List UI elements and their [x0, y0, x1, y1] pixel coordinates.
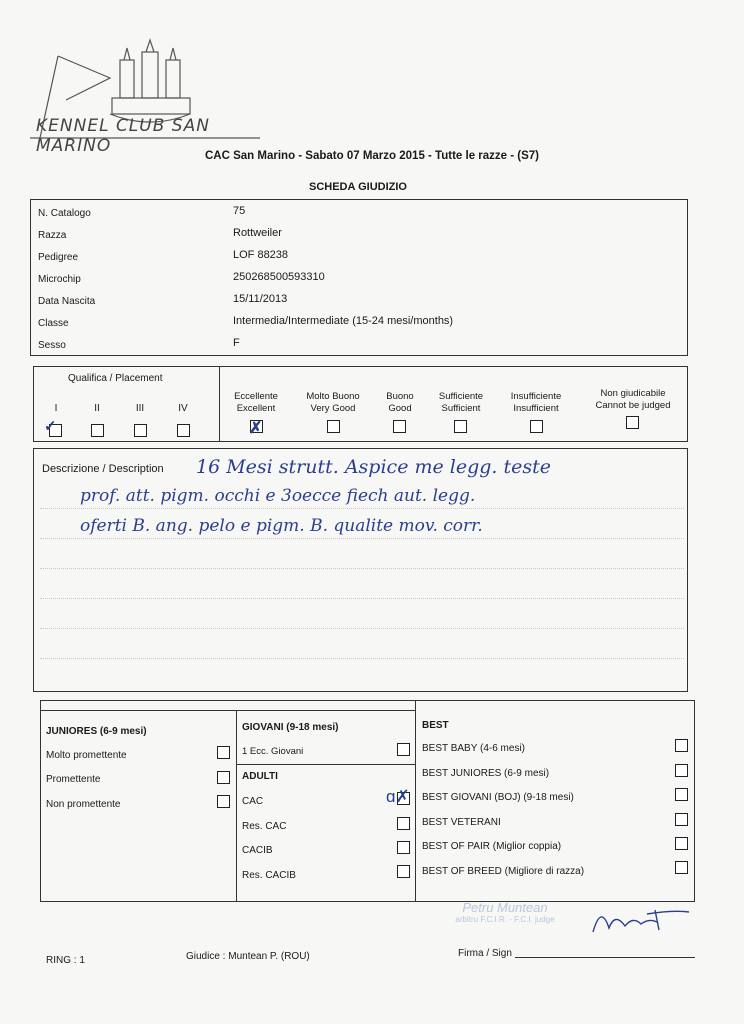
best-item-label: BEST VETERANI [422, 817, 501, 828]
description-rule [40, 628, 684, 629]
description-handwriting: oferti B. ang. pelo e pigm. B. qualite mov. corr. [80, 516, 483, 536]
ring-label: RING : 1 [46, 955, 85, 966]
best-checkbox-breed[interactable] [675, 861, 688, 874]
cross-mark-icon: ɑ✗ [386, 787, 410, 806]
placement-option-label: III [135, 403, 145, 414]
qualification-checkbox-buono[interactable] [393, 420, 406, 433]
giovani-header: GIOVANI (9-18 mesi) [242, 722, 339, 733]
placement-option-label: II [94, 403, 100, 414]
qualification-checkbox-non-giudicabile[interactable] [626, 416, 639, 429]
judge-label: Giudice : Muntean P. (ROU) [186, 951, 310, 962]
juniores-checkbox-non-promettente[interactable] [217, 795, 230, 808]
juniores-header: JUNIORES (6-9 mesi) [46, 726, 147, 737]
adulti-item-label: CAC [242, 796, 264, 807]
qualification-option: Molto Buono Very Good [306, 391, 360, 414]
page-title: CAC San Marino - Sabato 07 Marzo 2015 - Tutte le razze - (S7) [205, 150, 539, 162]
placement-option-label: I [54, 403, 58, 414]
giovani-item-label: 1 Ecc. Giovani [242, 746, 304, 757]
logo-text: KENNEL CLUB SAN MARINO [36, 116, 210, 156]
placement-checkbox-ii[interactable] [91, 424, 104, 437]
description-rule [40, 598, 684, 599]
best-checkbox-baby[interactable] [675, 739, 688, 752]
qualification-checkbox-molto-buono[interactable] [327, 420, 340, 433]
giovani-top-line [236, 710, 416, 711]
juniores-item-label: Molto promettente [46, 750, 127, 761]
description-rule [40, 538, 684, 539]
best-item-label: BEST BABY (4-6 mesi) [422, 743, 525, 754]
best-checkbox-giovani[interactable] [675, 788, 688, 801]
best-checkbox-veterani[interactable] [675, 813, 688, 826]
best-checkbox-pair[interactable] [675, 837, 688, 850]
best-item-label: BEST OF PAIR (Miglior coppia) [422, 841, 562, 852]
juniores-top-line [40, 710, 236, 711]
giovani-checkbox-ecc[interactable] [397, 743, 410, 756]
qualification-option: Non giudicabile Cannot be judged [595, 388, 671, 411]
signature-icon [585, 900, 695, 940]
qualification-option: Buono Good [386, 391, 414, 414]
adulti-item-label: CACIB [242, 845, 273, 856]
placement-divider [219, 366, 220, 442]
adulti-header: ADULTI [242, 771, 278, 782]
sign-line[interactable] [515, 957, 695, 958]
logo [30, 38, 270, 156]
adulti-item-label: Res. CACIB [242, 870, 296, 881]
page-subtitle: SCHEDA GIUDIZIO [309, 181, 407, 193]
placement-header: Qualifica / Placement [68, 373, 163, 384]
awards-divider-1 [236, 710, 237, 902]
juniores-item-label: Non promettente [46, 799, 121, 810]
juniores-item-label: Promettente [46, 774, 101, 785]
qualification-checkbox-sufficiente[interactable] [454, 420, 467, 433]
best-item-label: BEST OF BREED (Migliore di razza) [422, 866, 585, 877]
sign-label: Firma / Sign [458, 948, 512, 959]
description-rule [40, 568, 684, 569]
description-handwriting: prof. att. pigm. occhi e 3oecce fiech aut. legg. [80, 486, 476, 506]
juniores-checkbox-molto-promettente[interactable] [217, 746, 230, 759]
checkmark-icon: ✓ [44, 418, 57, 435]
best-checkbox-juniores[interactable] [675, 764, 688, 777]
description-rule [40, 658, 684, 659]
description-handwriting: 16 Mesi strutt. Aspice me legg. teste [196, 456, 552, 478]
qualification-option: Insufficiente Insufficient [510, 391, 562, 414]
qualification-option: Eccellente Excellent [234, 391, 278, 414]
description-label: Descrizione / Description [42, 463, 164, 475]
cross-mark-icon: ✗ [249, 420, 263, 437]
placement-checkbox-iv[interactable] [177, 424, 190, 437]
adulti-item-label: Res. CAC [242, 821, 287, 832]
placement-option-label: IV [178, 403, 188, 414]
best-item-label: BEST JUNIORES (6-9 mesi) [422, 768, 550, 779]
adulti-checkbox-cacib[interactable] [397, 841, 410, 854]
qualification-checkbox-insufficiente[interactable] [530, 420, 543, 433]
qualification-option: Sufficiente Sufficient [438, 391, 484, 414]
info-box [30, 199, 688, 356]
adulti-line [236, 764, 416, 765]
awards-divider-2 [415, 700, 416, 902]
adulti-checkbox-res-cac[interactable] [397, 817, 410, 830]
juniores-checkbox-promettente[interactable] [217, 771, 230, 784]
adulti-checkbox-res-cacib[interactable] [397, 865, 410, 878]
description-rule [40, 508, 684, 509]
best-header: BEST [422, 720, 449, 731]
best-item-label: BEST GIOVANI (BOJ) (9-18 mesi) [422, 792, 574, 803]
placement-checkbox-iii[interactable] [134, 424, 147, 437]
description-box [33, 448, 688, 692]
judge-stamp: Petru Muntean arbitru F.C.I.R. - F.C.I. judge [455, 900, 555, 924]
